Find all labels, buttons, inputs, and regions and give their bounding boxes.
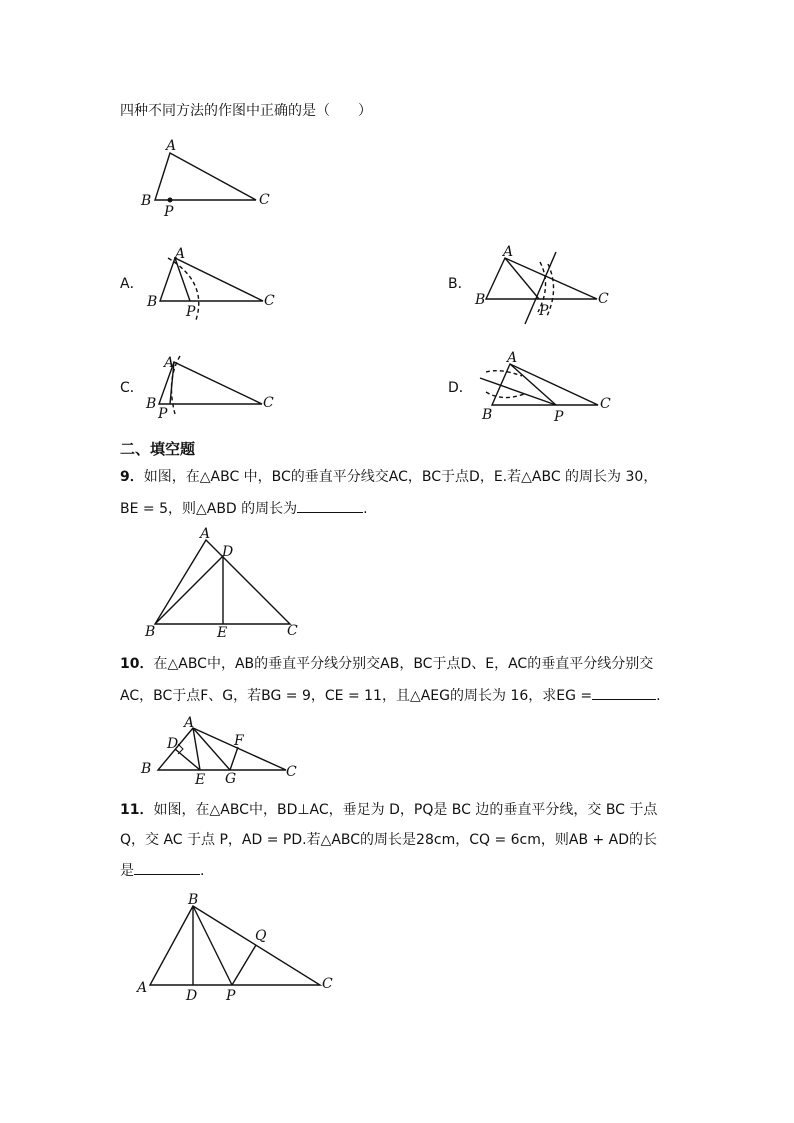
option-a-triangle [160, 258, 263, 301]
option-d-bisector-line [480, 378, 556, 405]
option-b-label-c: C [598, 291, 609, 307]
q8-base-figure [155, 153, 256, 202]
q8-stem: 四种不同方法的作图中正确的是（ ） [120, 103, 372, 119]
option-c-figure [159, 356, 262, 414]
option-d-triangle [492, 364, 598, 405]
q8-base-point-p [168, 198, 172, 202]
option-b-label-b: B [475, 292, 486, 308]
q10-text-2: AC，BC于点F、G，若BG = 9，CE = 11，且△AEG的周长为 16，求EG = [120, 688, 593, 704]
q10-label-d: D [167, 736, 179, 752]
option-c-label-b: B [146, 396, 157, 412]
option-c-label-c: C [263, 395, 274, 411]
q8-label-p: P [164, 204, 174, 220]
option-d-label-p: P [554, 409, 564, 425]
q9-label-b: B [145, 624, 156, 640]
option-d-label-c: C [600, 396, 611, 412]
q11-label-a: A [137, 980, 148, 996]
q10-segment-de [175, 749, 200, 770]
option-d-label: D． [448, 380, 473, 396]
q10-label-f: F [234, 733, 244, 749]
option-c-label-a: A [164, 355, 175, 371]
option-c-label: C． [120, 380, 144, 396]
q11-segment-pq [232, 945, 256, 985]
q10-label-b: B [141, 761, 152, 777]
q11-figure [150, 906, 320, 985]
q9-text-1: 如图，在△ABC 中，BC的垂直平分线交AC，BC于点D，E.若△ABC 的周长为 30， [143, 469, 658, 485]
q8-label-b: B [141, 193, 152, 209]
q9-text-2: BE = 5，则△ABD 的周长为 [120, 501, 298, 517]
q10-tail: . [656, 688, 661, 704]
q10-label-c: C [286, 764, 297, 780]
option-d-arc-2 [486, 392, 524, 398]
q9-label-d: D [222, 544, 234, 560]
q11-number: 11． [120, 802, 154, 818]
q11-label-d: D [186, 988, 198, 1004]
q11-text-2: Q，交 AC 于点 P，AD = PD.若△ABC的周长是28cm，CQ = 6cm，则AB + AD的长 [120, 832, 658, 848]
q11-tail: . [200, 863, 205, 879]
q10-text-1: 在△ABC中，AB的垂直平分线分别交AB，BC于点D、E，AC的垂直平分线分别交 [153, 656, 654, 672]
option-c-label-p: P [158, 406, 168, 422]
q10-label-e: E [195, 772, 206, 788]
option-d-figure [480, 364, 598, 405]
option-b-label: B． [448, 276, 472, 292]
option-d-arc-1 [486, 371, 522, 376]
q11-label-p: P [226, 988, 236, 1004]
q11-text-3: 是 [120, 863, 134, 879]
q10-segment-fg [230, 747, 238, 770]
option-b-segment-ap [505, 258, 539, 299]
option-c-triangle [159, 362, 262, 404]
section-title: 二、填空题 [120, 440, 196, 458]
option-a-label-a: A [175, 246, 186, 262]
option-a-label-c: C [264, 293, 275, 309]
q9-label-e: E [217, 625, 228, 641]
q11-text-1: 如图，在△ABC中，BD⊥AC，垂足为 D，PQ是 BC 边的垂直平分线，交 BC 于点 [153, 802, 658, 818]
q8-base-triangle [155, 153, 256, 200]
q10-label-a: A [184, 715, 195, 731]
option-a-figure [160, 258, 263, 320]
option-d-segment-ap [510, 364, 556, 405]
q8-label-c: C [259, 192, 270, 208]
q11-label-q: Q [255, 928, 267, 944]
option-a-label-b: B [147, 294, 158, 310]
q9-tail: . [363, 501, 368, 517]
q9-label-c: C [287, 623, 298, 639]
q9-segment-bd [155, 556, 223, 624]
q11-label-b: B [188, 892, 199, 908]
option-a-label-p: P [186, 304, 196, 320]
option-d-label-b: B [482, 407, 493, 423]
option-a-label: A． [120, 276, 144, 292]
option-d-label-a: A [507, 350, 518, 366]
q8-label-a: A [166, 138, 177, 154]
q9-number: 9． [120, 469, 144, 485]
q11-triangle [150, 906, 320, 985]
option-b-label-a: A [503, 244, 514, 260]
q10-number: 10． [120, 656, 154, 672]
q9-label-a: A [200, 526, 211, 542]
q10-label-g: G [225, 771, 237, 787]
q11-label-c: C [322, 976, 333, 992]
option-b-label-p: P [539, 303, 549, 319]
